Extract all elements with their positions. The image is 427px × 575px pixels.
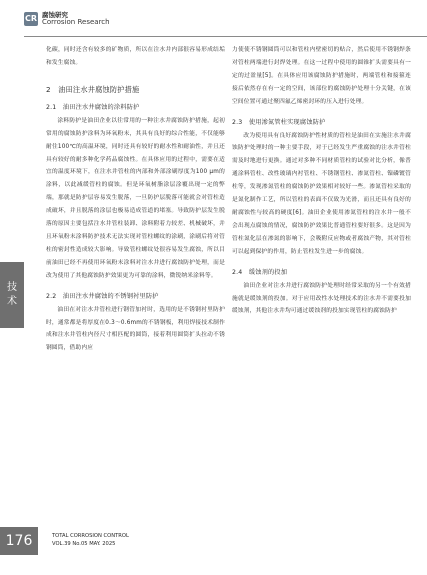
subsection-heading-2-4: 2.4 缓蚀剂的投加 bbox=[232, 268, 288, 276]
page-number: 176 bbox=[0, 527, 38, 555]
footer-issue: VOL.39 No.05 MAY. 2025 bbox=[52, 541, 116, 547]
paragraph-inhibitor: 油田企业对注水井进行腐蚀防护处理时经常采取的另一个有效措施就是缓蚀剂的投加。对于应用改性水处理技术的注水井不需要投加缓蚀剂，其他注水井均可通过缓蚀剂的投加实现管柱的腐蚀防护 bbox=[232, 282, 411, 315]
subsection-heading-2-1: 2.1 油田注水井腐蚀的涂料防护 bbox=[46, 103, 140, 111]
footer-journal-name: TOTAL CORROSION CONTROL bbox=[52, 533, 129, 539]
journal-logo-icon: CR bbox=[24, 12, 38, 26]
section-tab bbox=[0, 262, 24, 328]
journal-header bbox=[24, 6, 110, 32]
right-column bbox=[232, 44, 411, 318]
section-tab-char: 技 bbox=[7, 282, 17, 293]
header-divider bbox=[24, 36, 427, 37]
paragraph-coating: 涂料防护是油田企业以往常用的一种注水井腐蚀防护措施，起初常用的腐蚀防护涂料为环氧粉末，其具有良好的综合性能，不仅能够耐住100℃的高温环境，同时还具有较好的耐水性和耐油性，并且还具有较好的耐多种化学药品腐蚀性。在具体应用的过程中，需要在适宜的温度环境下，在注水井管柱的内部和外部涂刷厚度为100 μm的涂料，以此减缓管柱的腐蚀。但是环氧树脂涂层涂覆出现一定的弊端，那就是防护层容易发生脱落，一旦防护层脱落可能就会对管柱造成破坏，并且脱落的涂层也极易造成管道的堵塞。导致防护层发生脱落的原因主要包括注水井管柱装卸、涂料附着力较差、机械破坏，并且环氧粉末涂料防护技术无法实现对管柱螺纹的涂刷，涂刷后将对管柱的密封性造成较大影响。导致管柱螺纹处很容易发生腐蚀，所以目前油田已经不再使用环氧粉末涂料对注水井进行腐蚀防护处理，而是改为使用了其他腐蚀防护效果更为可靠的涂料，微锐纳米涂料等。 bbox=[46, 117, 225, 279]
section-tab-char: 术 bbox=[7, 296, 17, 307]
journal-title-cn: 腐蚀研究 bbox=[42, 10, 68, 19]
journal-title-block bbox=[42, 12, 110, 26]
journal-title-en: Corrosion Research bbox=[42, 17, 110, 26]
paragraph-stainless-lining: 油田在对注水井管柱进行钢管加衬时，选用的是不锈钢衬里防护时，通常都是将厚度在0.3～0.6mm的不锈钢板，利用焊接技术制作成和注水井管柱内径尺寸相匹配的圆筒，接着利用圆筒扩头拉动不锈钢圆筒，借助内应 bbox=[46, 306, 225, 352]
section-heading: 2 油田注水井腐蚀防护措施 bbox=[46, 84, 140, 94]
footer-journal-info bbox=[52, 532, 129, 548]
subsection-heading-2-2: 2.2 油田注水井腐蚀的不锈钢衬里防护 bbox=[46, 292, 159, 300]
intro-paragraph: 化碳，同时还含有较多的矿物质，所以在注水井内部很容易形成结垢和发生腐蚀。 bbox=[46, 47, 225, 66]
paragraph-nitrided-tubing: 改为使用具有良好腐蚀防护性材质的管柱是油田在实施注水井腐蚀防护处理时的一种主要手段，对于已经发生严重腐蚀的注水井管柱需及时地进行更换。通过对多种不同材质管柱的试验对比分析，像普通涂料管柱、改性玻璃内衬管柱、不锈钢管柱、渗氮管柱、镍磷镀管柱等，发现渗氮管柱的腐蚀防护效果相对较好一些。渗氮管柱采取的是氮化制作工艺，所以管柱的表面不仅致为光滑，而且还具有良好的耐腐蚀性与较高的硬度[6]。油田企业使用渗氮管柱的注水井一般不会出现点腐蚀的情况，腐蚀防护效果比普通管柱要好很多。这是因为管柱氮化层在渗氮的影响下，会吸附反应物或者腐蚀产物，其对管柱可以起到保护的作用，防止管柱发生进一步的腐蚀。 bbox=[232, 132, 411, 255]
paragraph-lining-continued: 力使使不锈钢圆筒可以和管柱内壁密切的贴合，然后使用不锈钢焊条对管柱两端进行封焊处理。在这一过程中使用的圆锥扩头需要具有一定的过盈量[5]。在具体应用该腐蚀防护措施时，两端管柱和接箍连接后依然存在有一定的空间，该部位的腐蚀防护处理十分关键，在该空间位置可通过聚四氟乙烯密封环的压入进行处理。 bbox=[232, 47, 411, 105]
left-column bbox=[46, 44, 225, 355]
subsection-heading-2-3: 2.3 使用渗氮管柱实现腐蚀防护 bbox=[232, 118, 326, 126]
